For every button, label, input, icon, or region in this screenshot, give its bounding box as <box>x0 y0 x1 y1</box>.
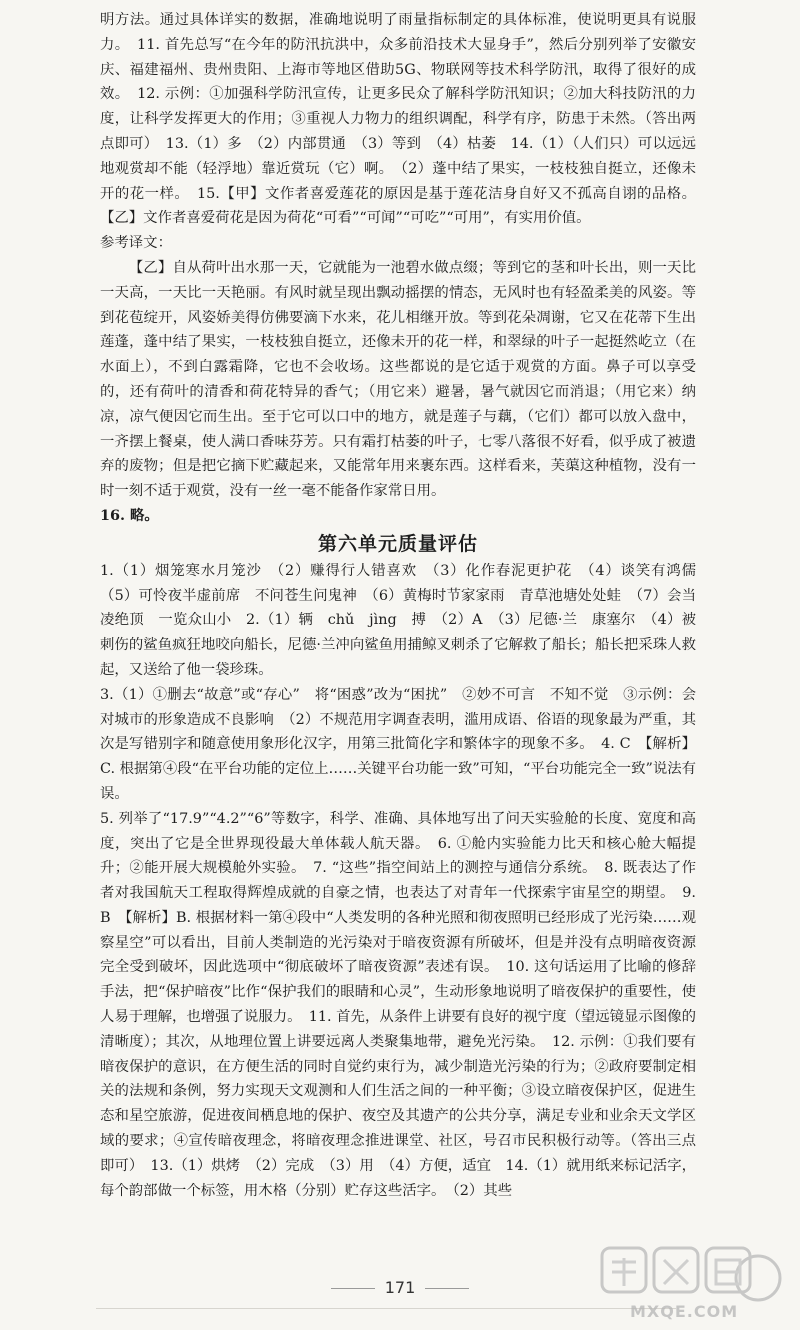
section-title: 第六单元质量评估 <box>317 532 478 555</box>
watermark-text: MXQE.COM <box>630 1302 739 1321</box>
watermark-logo <box>596 1238 786 1328</box>
answer-block-unit5-end: 明方法。通过具体详实的数据，准确地说明了雨量指标制定的具体标准，使说明更具有说服力。 11. 首先总写“在今年的防汛抗洪中，众多前沿技术大显身手”，然后分别列举了安徽安庆、福建福州、贵州贵阳、上海市等地区借助5G、物联网等技术科学防汛，取得了很好的成效。 12. 示例：①加强科学防汛宣传，让更多民众了解科学防汛知识；②加大科技防汛的力度，让科学发挥更大的作用；③重视人力物力的组织调配，科学有序，防患于未然。（答出两点即可） 13.（1）多 （2）内部贯通 （3）等到 （4）枯萎 14.（1）（人们只）可以远远地观赏却不能（轻浮地）靠近赏玩（它）啊。 （2）蓬中结了果实，一枝枝独自挺立，还像未开的花一样。 15.【甲】文作者喜爱莲花的原因是基于莲花洁身自好又不孤高自诩的品格。【乙】文作者喜爱荷花是因为荷花“可看”“可闻”“可吃”“可用”，有实用价值。 <box>100 12 696 227</box>
answer-page <box>100 8 711 1203</box>
item-16: 16. 略。 <box>100 506 159 524</box>
answer-block-q3-q4: 3.（1）①删去“故意”或“存心” 将“困惑”改为“困扰” ②妙不可言 不知不觉 ③示例：会对城市的形象造成不良影响 （2）不规范用字调查表明，滥用成语、俗语的现象最为严重，其次是写错别字和随意使用象形化汉字，用第三批简化字和繁体字的现象不多。 4. C 【解析】C. 根据第④段“在平台功能的定位上……关键平台功能一致”可知，“平台功能完全一致”说法有误。 <box>100 686 696 802</box>
answer-block-q1-q2: 1.（1）烟笼寒水月笼沙 （2）赚得行人错喜欢 （3）化作春泥更护花 （4）谈笑有鸿儒 （5）可怜夜半虚前席 不问苍生问鬼神 （6）黄梅时节家家雨 青草池塘处处蛙 （7）会当凌绝顶 一览众山小 2.（1）辆 chǔ jìng 搏 （2）A （3）尼德·兰 康塞尔 （4）被刺伤的鲨鱼疯狂地咬向船长，尼德·兰冲向鲨鱼用捕鲸叉刺杀了它解救了船长；船长把采珠人救起，又送给了他一袋珍珠。 <box>100 562 711 678</box>
watermark-emblem-icon <box>596 1238 786 1308</box>
translation-text: 【乙】自从荷叶出水那一天，它就能为一池碧水做点缀；等到它的茎和叶长出，则一天比一天高，一天比一天艳丽。有风时就呈现出飘动摇摆的情态，无风时也有轻盈柔美的风姿。等到花苞绽开，风姿娇美得仿佛要滴下水来，花儿相继开放。等到花朵凋谢，它又在花蒂下生出莲蓬，蓬中结了果实，一枝枝独自挺立，还像未开的花一样，和翠绿的叶子一起挺然屹立（在水面上），不到白露霜降，它也不会收场。这些都说的是它适于观赏的方面。鼻子可以享受的，还有荷叶的清香和荷花特异的香气；（用它来）避暑，暑气就因它而消退；（用它来）纳凉，凉气便因它而生出。至于它可以口中的地方，就是莲子与藕，（它们）都可以放入盘中，一齐摆上餐桌，使人满口香味芬芳。只有霜打枯萎的叶子，七零八落很不好看，似乎成了被遗弃的废物；但是把它摘下贮藏起来，又能常年用来裹东西。这样看来，芙蕖这种植物，没有一时一刻不适于观赏，没有一丝一毫不能备作家常日用。 <box>100 259 696 500</box>
page-number-right-dash <box>425 1288 469 1289</box>
bottom-rule <box>96 1308 676 1309</box>
page-number-text: 171 <box>384 1278 416 1297</box>
page-number-left-dash <box>331 1288 375 1289</box>
translation-label: 参考译文： <box>100 235 172 252</box>
answer-block-q5-q14: 5. 列举了“17.9”“4.2”“6”等数字，科学、准确、具体地写出了问天实验舱的长度、宽度和高度，突出了它是全世界现役最大单体载人航天器。 6. ①舱内实验能力比天和核心舱大幅提升；②能开展大规模舱外实验。 7. “这些”指空间站上的测控与通信分系统。 8. 既表达了作者对我国航天工程取得辉煌成就的自豪之情，也表达了对青年一代探索宇宙星空的期望。 9. B 【解析】B. 根据材料一第④段中“人类发明的各种光照和彻夜照明已经形成了光污染……观察星空”可以看出，目前人类制造的光污染对于暗夜资源有所破坏，但是并没有点明暗夜资源完全受到破坏，因此选项中“彻底破坏了暗夜资源”表述有误。 10. 这句话运用了比喻的修辞手法，把“保护暗夜”比作“保护我们的眼睛和心灵”，生动形象地说明了暗夜保护的重要性，使人易于理解，也增强了说服力。 11. 首先，从条件上讲要有良好的视宁度（望远镜显示图像的清晰度）；其次，从地理位置上讲要远离人类聚集地带，避免光污染。 12. 示例：①我们要有暗夜保护的意识，在方便生活的同时自觉约束行为，减少制造光污染的行为；②政府要制定相关的法规和条例，努力实现天文观测和人们生活之间的一种平衡；③设立暗夜保护区，促进生态和星空旅游，促进夜间栖息地的保护、夜空及其遗产的公共分享，满足专业和业余天文学区域的要求；④宣传暗夜理念，将暗夜理念推进课堂、社区，号召市民积极行动等。（答出三点即可） 13.（1）烘烤 （2）完成 （3）用 （4）方便，适宜 14.（1）就用纸来标记活字，每个韵部做一个标签，用木格（分别）贮存这些活字。 （2）其些 <box>100 810 696 1199</box>
